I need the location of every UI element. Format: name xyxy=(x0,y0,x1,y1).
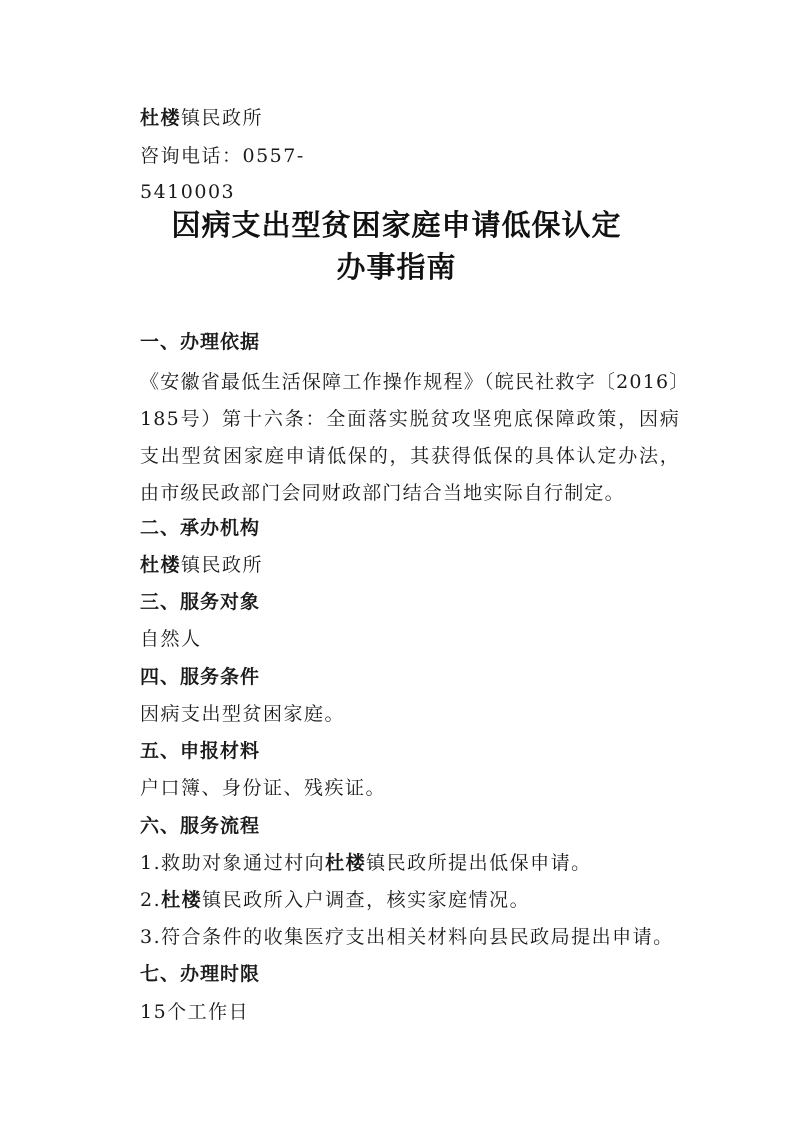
step1-pre: 1.救助对象通过村向 xyxy=(140,852,326,874)
section-text-time-limit: 15个工作日 xyxy=(140,1001,250,1023)
agency-rest: 镇民政所 xyxy=(181,554,264,576)
step2-pre: 2. xyxy=(140,889,162,911)
section-heading-materials: 五、申报材料 xyxy=(140,740,261,762)
step1-post: 镇民政所提出低保申请。 xyxy=(366,852,592,874)
org-name xyxy=(140,106,263,130)
process-step-2 xyxy=(140,888,530,912)
org-name-bold: 杜楼 xyxy=(140,107,182,129)
section-text-basis: 《安徽省最低生活保障工作操作规程》（皖民社救字〔2016〕185号）第十六条：全面落实脱贫攻坚兜底保障政策，因病支出型贫困家庭申请低保的，其获得低保的具体认定办法，由市级民政部门会同财政部门结合当地实际自行制定。 xyxy=(140,371,680,504)
document-title-line-2: 办事指南 xyxy=(336,250,457,284)
step1-bold: 杜楼 xyxy=(325,852,367,874)
section-text-target: 自然人 xyxy=(140,628,202,650)
section-heading-agency: 二、承办机构 xyxy=(140,517,261,539)
phone-line-1: 咨询电话：0557- xyxy=(140,145,305,167)
phone-line-2: 5410003 xyxy=(140,181,236,203)
section-heading-conditions: 四、服务条件 xyxy=(140,666,261,688)
section-heading-process: 六、服务流程 xyxy=(140,815,261,837)
section-heading-time-limit: 七、办理时限 xyxy=(140,963,261,985)
step2-bold: 杜楼 xyxy=(161,889,203,911)
agency-bold: 杜楼 xyxy=(140,554,182,576)
org-name-rest: 镇民政所 xyxy=(181,107,264,129)
process-step-1 xyxy=(140,851,592,875)
process-step-3: 3.符合条件的收集医疗支出相关材料向县民政局提出申请。 xyxy=(140,926,674,948)
document-title-line-1: 因病支出型贫困家庭申请低保认定 xyxy=(171,208,622,242)
section-heading-basis: 一、办理依据 xyxy=(140,331,261,353)
section-text-agency xyxy=(140,553,263,577)
section-text-conditions: 因病支出型贫困家庭。 xyxy=(140,703,346,725)
step2-post: 镇民政所入户调查，核实家庭情况。 xyxy=(202,889,531,911)
section-heading-target: 三、服务对象 xyxy=(140,591,261,613)
section-text-materials: 户口簿、身份证、残疾证。 xyxy=(140,777,387,799)
